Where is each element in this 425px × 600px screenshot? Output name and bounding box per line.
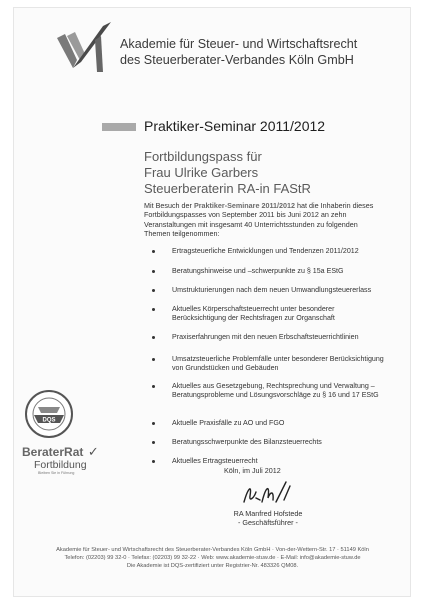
intro-part1: Mit Besuch der: [144, 201, 194, 210]
list-item: Aktuelles Körperschaftsteuerrecht unter besonderer Berücksichtigung der Rechtsfragen zur Organschaft: [152, 305, 384, 323]
berater-rat-logo: [22, 443, 99, 475]
intro-highlight: Praktiker-Seminare 2011/2012: [193, 201, 296, 210]
list-item: Ertragsteuerliche Entwicklungen und Tendenzen 2011/2012: [152, 247, 384, 256]
bullet-icon: [152, 289, 155, 292]
bullet-icon: [152, 336, 155, 339]
svg-text:DQS: DQS: [42, 417, 56, 424]
bullet-icon: [152, 441, 155, 444]
list-item: Aktuelles aus Gesetzgebung, Rechtsprechung und Verwaltung – Beratungsprobleme und Lösungsvorschläge zu § 16 und 17 EStG: [152, 382, 384, 400]
list-item: Aktuelle Praxisfälle zu AO und FGO: [152, 419, 384, 428]
berater-rat-name: BeraterRat: [22, 445, 84, 459]
bullet-icon: [152, 460, 155, 463]
list-item: Beratungshinweise und –schwerpunkte zu § 15a EStG: [152, 267, 384, 276]
pass-heading: [144, 149, 311, 197]
place-date: Köln, im Juli 2012: [224, 466, 281, 475]
pass-line1: Fortbildungspass für: [144, 149, 262, 164]
list-item: Praxiserfahrungen mit den neuen Erbschaftsteuerrichtlinien: [152, 333, 384, 342]
berater-rat-tagline: Bleiben Sie in Führung: [38, 471, 75, 475]
title-accent-bar: [102, 123, 136, 131]
academy-name: [120, 36, 357, 68]
seminar-title: Praktiker-Seminar 2011/2012: [144, 118, 326, 134]
certificate-page: [14, 8, 410, 596]
checkmark-icon: ✓: [87, 444, 99, 459]
signer-block: [228, 509, 308, 527]
signer-name: RA Manfred Hofstede: [233, 509, 303, 518]
berater-rat-sub: Fortbildung: [34, 459, 87, 471]
bullet-icon: [152, 385, 155, 388]
footer-line3: Die Akademie ist DQS-zertifiziert unter Registrier-Nr. 483326 QM08.: [126, 563, 299, 570]
list-item: Beratungsschwerpunkte des Bilanzsteuerrechts: [152, 438, 384, 447]
list-item: Umsatzsteuerliche Problemfälle unter besonderer Berücksichtigung von Grundstücken und Gebäuden: [152, 355, 384, 373]
signer-role: - Geschäftsführer -: [238, 518, 298, 527]
academy-logo-icon: [55, 20, 115, 72]
academy-name-line2: des Steuerberater-Verbandes Köln GmbH: [120, 53, 354, 67]
list-item: Aktuelles Ertragsteuerrecht: [152, 457, 384, 466]
footer-line1: Akademie für Steuer- und Wirtschaftsrecht des Steuerberater-Verbandes Köln GmbH · Von-der-Wettern-Str. 17 · 51149 Köln: [56, 547, 369, 553]
bullet-icon: [152, 250, 155, 253]
intro-part2: hat die Inhaberin dieses Fortbildungspasses von September 2011 bis Juni 2012 an zehn Veranstaltungen mit insgesamt 40 Unterrichtsstunden zu folgenden Themen teilgenommen:: [144, 201, 374, 239]
intro-paragraph: [144, 201, 384, 239]
list-item: Umstrukturierungen nach dem neuen Umwandlungsteuererlass: [152, 286, 384, 295]
academy-name-line1: Akademie für Steuer- und Wirtschaftsrecht: [120, 37, 358, 51]
bullet-icon: [152, 308, 155, 311]
handwritten-signature: [240, 478, 300, 508]
footer: [0, 546, 425, 571]
bullet-icon: [152, 358, 155, 361]
pass-holder-title: Steuerberaterin RA-in FAStR: [144, 181, 311, 196]
bullet-icon: [152, 270, 155, 273]
pass-holder-name: Frau Ulrike Garbers: [144, 165, 259, 180]
dqs-certification-seal-icon: [24, 389, 74, 439]
footer-line2: Telefon: (02203) 99 32-0 · Telefax: (02203) 99 32-22 · Web: www.akademie-stuw.de · E-Mail: info@akademie-stuw.de: [64, 555, 361, 562]
bullet-icon: [152, 422, 155, 425]
